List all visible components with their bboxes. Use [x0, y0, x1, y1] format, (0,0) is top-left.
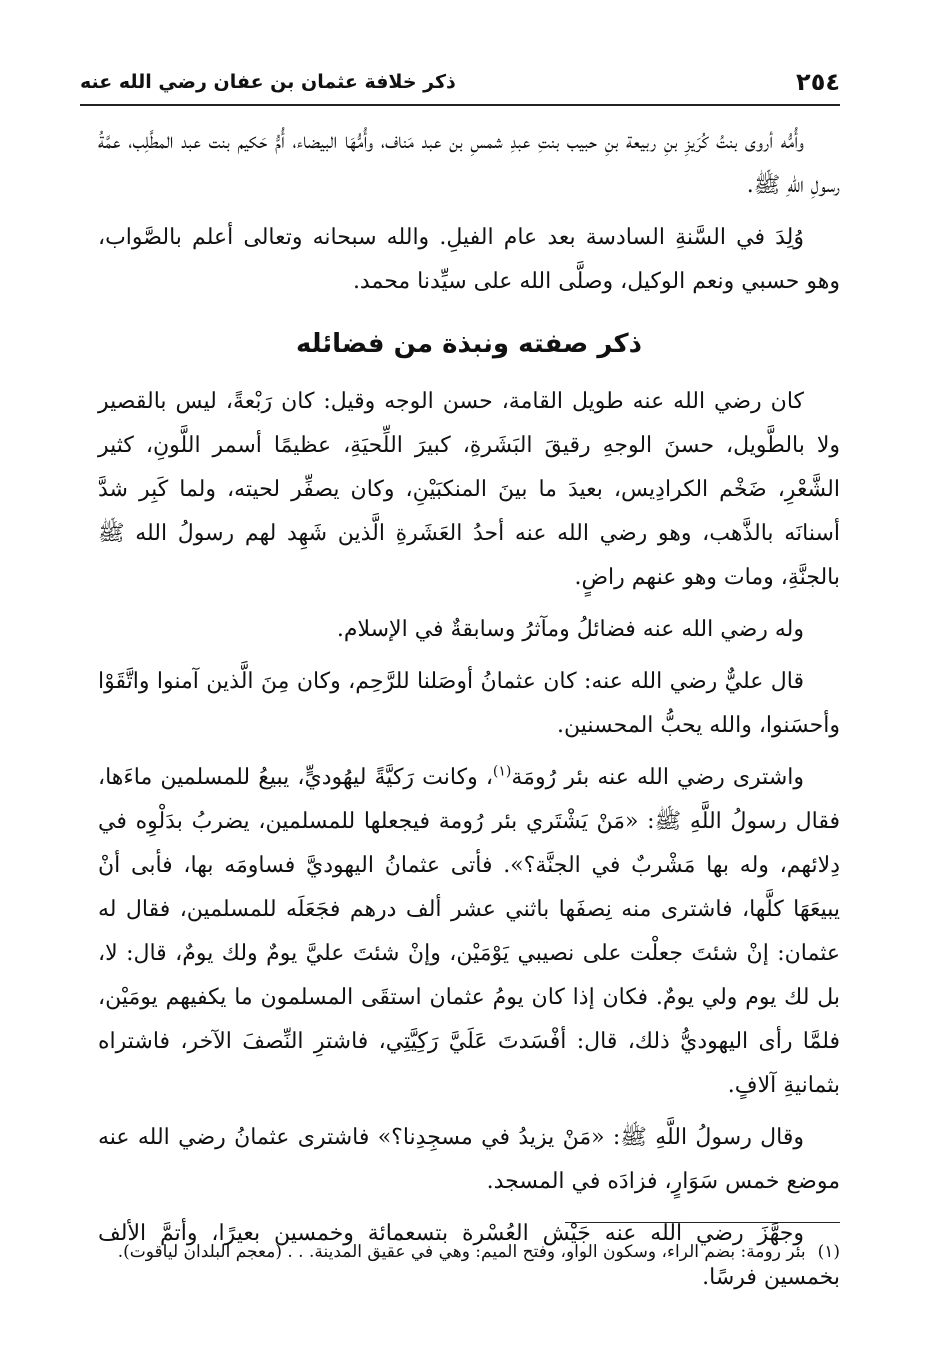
paragraph: وقال رسولُ اللَّهِ ﷺ: «مَنْ يزيدُ في مسجِدِنا؟» فاشترى عثمانُ رضي الله عنه موضع خمس سَوَارٍ، فزادَه في المسجد. [98, 1125, 840, 1194]
paragraph: وأُمُّه أروى بنتُ كُرَيزِ بنِ ربيعة بنِ حبيب بنتِ عبدِ شمسِ بن عبد مَناف، وأُمُّهَا البيضاء، أُمُّ حَكيم بنت عبد المطَّلِب، عمَّةُ رسولِ اللهِ ﷺ. [98, 129, 840, 198]
running-header [80, 60, 840, 104]
paragraph-text: ، وكانت رَكيَّةً ليهُوديٍّ، يبيعُ للمسلمين ماءَها، فقال رسولُ اللَّهِ ﷺ: «مَنْ يَشْتَري بئر رُومة فيجعلها للمسلمين، يضربُ بدَلْوِه في دِلائهم، وله بها مَشْربٌ في الجنَّة؟». فأتى عثمانُ اليهوديَّ فساومَه بها، فأبى أنْ يبيعَهَا كلَّها، فاشترى منه نِصفَها باثني عشر ألف درهم فجَعَلَه للمسلمين، فقال له عثمان: إنْ شئتَ جعلْت على نصيبي يَوْمَيْن، وإنْ شئتَ عليَّ يومٌ ولك يومٌ، قال: لا، بل لك يوم ولي يومٌ. فكان إذا كان يومُ عثمان استقَى المسلمون ما يكفيهم يومَيْن، فلمَّا رأى اليهوديُّ ذلك، قال: أفْسَدتَ عَلَيَّ رَكِيَّتِي، فاشترِ النِّصفَ الآخر، فاشتراه بثمانيةِ آلافٍ. [98, 765, 840, 1098]
footnote-divider [565, 1222, 840, 1223]
footnote-marker: (١) [492, 763, 512, 780]
paragraph: وله رضي الله عنه فضائلُ ومآثرُ وسابقةٌ في الإسلام. [336, 617, 804, 642]
footnote-number: (١) [817, 1242, 840, 1262]
paragraph: وجهَّزَ رضي الله عنه جَيْش العُسْرة بتسعمائة وخمسين بعيرًا، وأتمَّ الألف بخمسين فرسًا. [98, 1221, 840, 1290]
paragraph-roma-well [98, 756, 840, 1108]
paragraph: قال عليٌّ رضي الله عنه: كان عثمانُ أوصَلنا للرَّحِم، وكان مِنَ الَّذين آمنوا واتَّقَوْا وأحسَنوا، والله يحبُّ المحسنين. [98, 669, 840, 738]
page-number: ٢٥٤ [796, 68, 840, 96]
running-title: ذكر خلافة عثمان بن عفان رضي الله عنه [80, 71, 456, 93]
paragraph: كان رضي الله عنه طويل القامة، حسن الوجه وقيل: كان رَبْعةً، ليس بالقصير ولا بالطَّويل، حسنَ الوجهِ رقيقَ البَشَرةِ، كبيرَ اللِّحيَةِ، عظيمًا أسمر اللَّونِ، كثير الشَّعْرِ، ضَخْم الكرادِيس، بعيدَ ما بينَ المنكبَيْنِ، وكان يصفِّر لحيته، ولما كَبِر شدَّ أسنانَه بالذَّهب، وهو رضي الله عنه أحدُ العَشَرةِ الَّذين شَهِد لهم رسولُ الله ﷺ بالجنَّةِ، ومات وهو عنهم راضٍ. [98, 389, 840, 590]
footnote-text: بئر رومة: بضم الراء، وسكون الواو، وفتح الميم: وهي في عقيق المدينة. . . (معجم البلدان لياقوت). [117, 1242, 806, 1262]
paragraph-text: واشترى رضي الله عنه بئر رُومَة [511, 765, 804, 790]
section-heading: ذكر صفته ونبذة من فضائله [295, 329, 642, 359]
footnote [98, 1236, 840, 1268]
paragraph: وُلِدَ في السَّنةِ السادسة بعد عام الفيلِ. والله سبحانه وتعالى أعلم بالصَّواب، وهو حسبي ونعم الوكيل، وصلَّى الله على سيِّدنا محمد. [98, 225, 840, 294]
page-body [98, 120, 840, 1308]
header-divider [80, 104, 840, 106]
